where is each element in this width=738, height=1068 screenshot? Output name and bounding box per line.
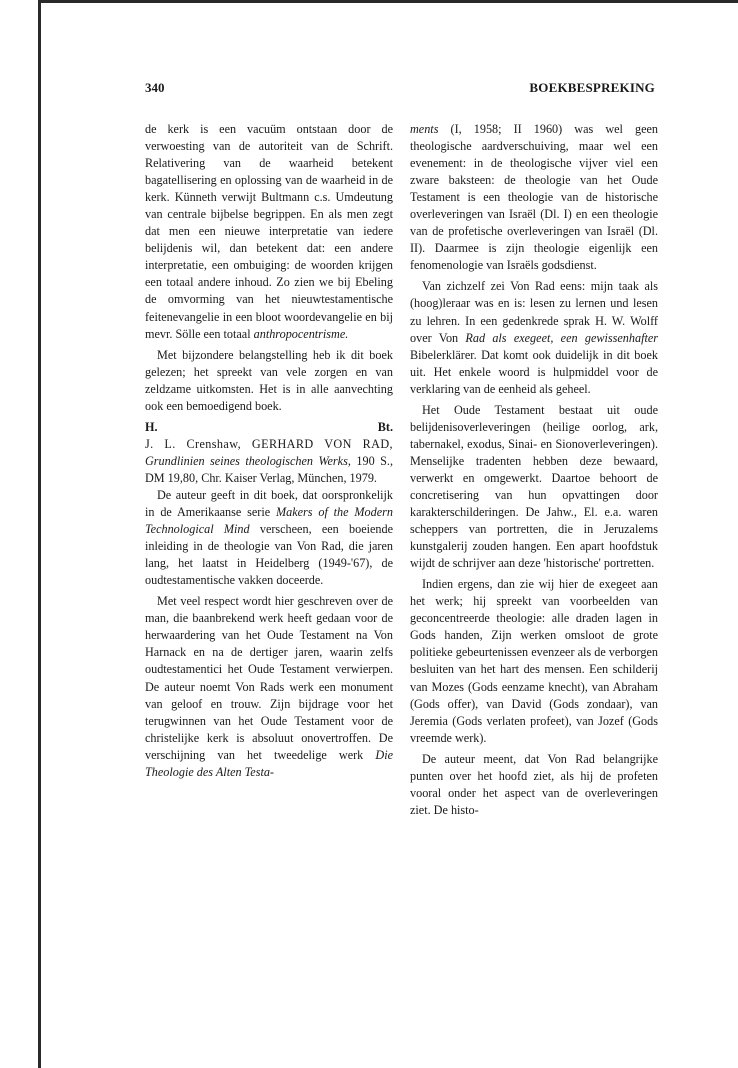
paragraph: Met bijzondere belangstelling heb ik dit boek gelezen; het spreekt van vele zorgen en van zeldzame uitkomsten. Het is in alle aanvechting ook een bemoedigend boek. [145, 347, 393, 413]
book-title: Die Theologie des Alten Testa- [145, 747, 393, 779]
section-title: BOEKBESPREKING [529, 80, 655, 95]
right-column [410, 121, 658, 819]
series-title: Makers of the Modern Technological Mind [145, 505, 393, 537]
paragraph-text: verscheen, een boeiende inleiding in de theologie van Von Rad, die jaren lang, het laatst in Heidelberg (1949-'67), de oudtestamentische vakken doceerde. [145, 522, 394, 588]
bibliographic-reference [145, 436, 393, 487]
paragraph [410, 278, 658, 397]
page-edge-left [38, 0, 41, 1068]
signature-left: H. [145, 419, 158, 434]
paragraph-text: Met veel respect wordt hier geschreven over de man, die baanbrekend werk heeft gedaan voor de herwaardering van het Oude Testament na Von Harnack en na de dertiger jaren, waarin zelfs oudtestamentici het Oude Testament verwierpen. De auteur noemt Von Rads werk een monument van geloof en trouw. Zijn bijdrage voor het terugwinnen van het Oude Testament voor de christelijke kerk is absoluut onovertroffen. De verschijning van het tweedelige werk [145, 594, 393, 762]
paragraph: Het Oude Testament bestaat uit oude belijdenisoverleveringen (heilige oorlog, ark, tabernakel, exodus, Sinai- en Sionoverleveringen). Menselijke tradenten hebben deze bewaard, verwerkt en omgewerkt. Daartoe behoort de concretisering van hun opvattingen door karakterschilderingen. De Jahw., El. e.a. waren scheppers van portretten, die in Jeruzalems kunstgalerij zouden hangen. Een apart hoofdstuk wijdt de schrijver aan deze 'historische' portretten. [410, 402, 658, 571]
biblio-title: Grundlinien seines theologischen Werks, [145, 453, 351, 468]
book-title-continued: ments [410, 122, 439, 136]
emphasis-text: anthropocentrisme. [253, 326, 349, 341]
page-number: 340 [145, 80, 165, 95]
biblio-details: 190 S., DM 19,80, Chr. Kaiser Verlag, München, 1979. [145, 453, 394, 485]
paragraph: Indien ergens, dan zie wij hier de exegeet aan het werk; hij spreekt van voorbeelden van geconcentreerde theologie: alle draden lagen in Gods handen, Zijn werken omsloot de grote politieke gebeurtenissen evenzeer als de verborgen besluiten van het hart des mensen. Een schilderij van Mozes (Gods eenzame knecht), van Abraham (Gods offer), van David (Gods zondaar), van Jeremia (Gods verlaten profeet), van Jozef (Gods vreemde werk). [410, 577, 658, 745]
page-header [145, 80, 655, 100]
page-edge-top [40, 0, 738, 3]
left-column [145, 121, 393, 781]
paragraph-text: Bibelerklärer. Dat komt ook duidelijk in dit boek uit. Het enkele woord is hulpmiddel voor de verklaring van de eenheid als geheel. [410, 347, 658, 396]
quoted-phrase: Rad als exegeet, een gewissenhafter [465, 330, 658, 345]
paragraph-text: De auteur geeft in dit boek, dat oorspronkelijk in de Amerikaanse serie [145, 487, 393, 520]
paragraph-text: Van zichzelf zei Von Rad eens: mijn taak als (hoog)leraar was en is: lesen zu lernen und lesen zu lehren. In een gedenkrede sprak H. W. Wolff over Von [410, 279, 658, 345]
paragraph [145, 487, 393, 589]
paragraph [145, 593, 393, 781]
signature-right: Bt. [377, 419, 393, 434]
biblio-author: J. L. Crenshaw, GERHARD VON RAD, [145, 436, 393, 451]
paragraph: De auteur meent, dat Von Rad belangrijke punten over het hoofd ziet, als hij de profeten vooral onder het aspect van de overleveringen ziet. De histo- [410, 751, 658, 817]
paragraph [410, 121, 658, 274]
paragraph-text: (I, 1958; II 1960) was wel geen theologische aardverschuiving, maar wel een evenement: in de theologische vijver viel een zware baksteen: de theologie van het Oude Testament is een theologie van de historische overleveringen van Israël (Dl. I) en een theologie van de profetische overleveringen van Israël (Dl. II). Daarmee is zijn theologie eigenlijk een fenomenologie van Israëls godsdienst. [410, 122, 658, 273]
paragraph-text: de kerk is een vacuüm ontstaan door de verwoesting van de autoriteit van de Schrift. Relativering van de waarheid betekent bagatellisering en oplossing van de waarheid in de kerk. Künneth verwijt Bultmann c.s. Umdeutung van centrale bijbelse begrippen. En als men zegt dat men een nieuwe interpretatie van iedere belijdenis wil, dan betekent dat: een andere interpretatie, een ombuiging: de woorden krijgen een totaal andere inhoud. Zo zien we bij Ebeling de omvorming van het nieuwtestamentische feitenevangelie in een bloot woordevangelie en bij mevr. Sölle een totaal [145, 122, 393, 341]
paragraph [145, 121, 393, 343]
signature-line [145, 419, 393, 436]
